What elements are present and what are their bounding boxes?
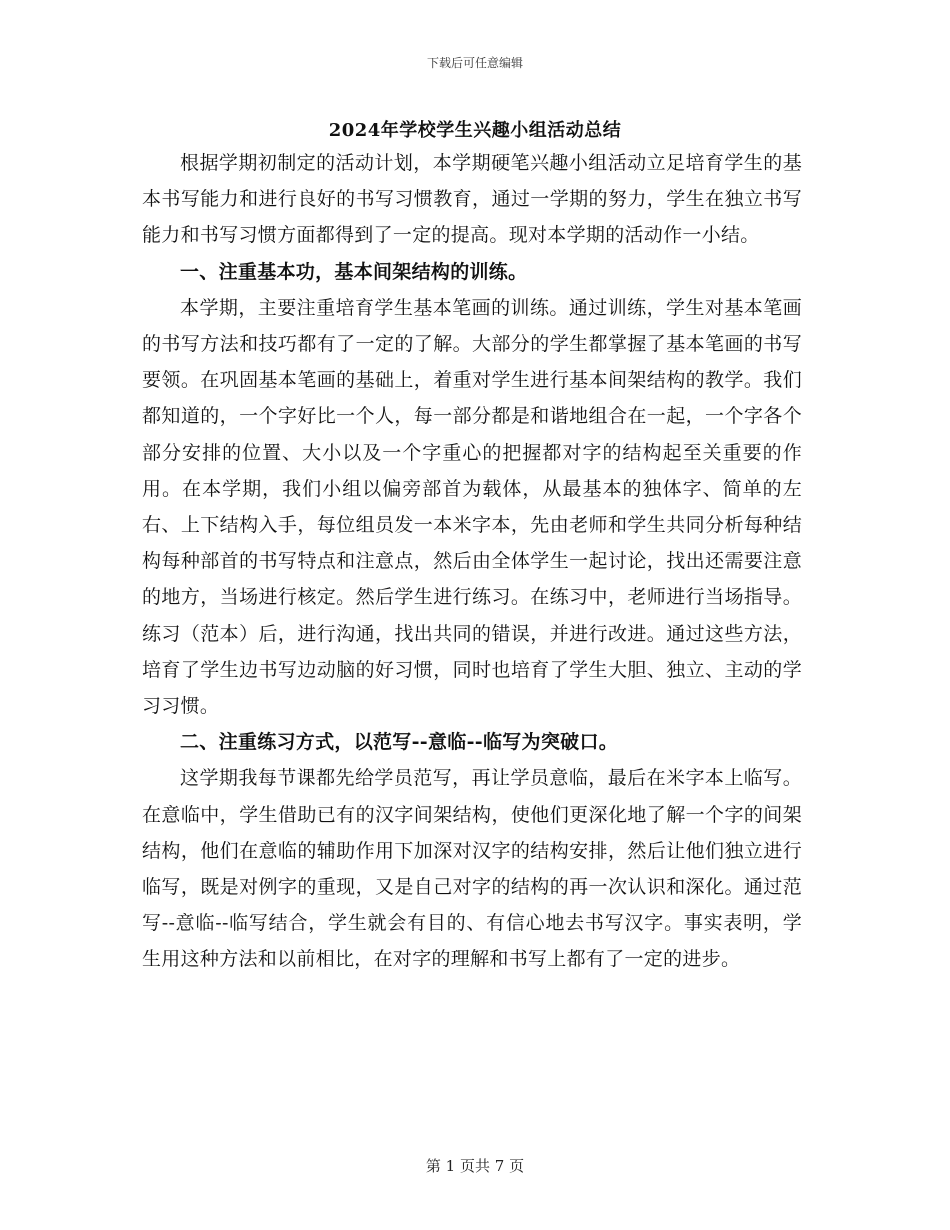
intro-paragraph: 根据学期初制定的活动计划，本学期硬笔兴趣小组活动立足培育学生的基本书写能力和进行良好的书写习惯教育，通过一学期的努力，学生在独立书写能力和书写习惯方面都得到了一定的提高。现对本学期的活动作一小结。 <box>142 152 802 247</box>
page-header-note: 下载后可任意编辑 <box>426 56 523 70</box>
section-paragraph-1: 本学期，主要注重培育学生基本笔画的训练。通过训练，学生对基本笔画的书写方法和技巧都有了一定的了解。大部分的学生都掌握了基本笔画的书写要领。在巩固基本笔画的基础上，着重对学生进行基本间架结构的教学。我们都知道的，一个字好比一个人，每一部分都是和谐地组合在一起，一个字各个部分安排的位置、大小以及一个字重心的把握都对字的结构起至关重要的作用。在本学期，我们小组以偏旁部首为载体，从最基本的独体字、简单的左右、上下结构入手，每位组员发一本米字本，先由老师和学生共同分析每种结构每种部首的书写特点和注意点，然后由全体学生一起讨论，找出还需要注意的地方，当场进行核定。然后学生进行练习。在练习中，老师进行当场指导。练习（范本）后，进行沟通，找出共同的错误，并进行改进。通过这些方法，培育了学生边书写边动脑的好习惯，同时也培育了学生大胆、独立、主动的学习习惯。 <box>142 296 802 718</box>
section-paragraph-2: 这学期我每节课都先给学员范写，再让学员意临，最后在米字本上临写。在意临中，学生借助已有的汉字间架结构，使他们更深化地了解一个字的间架结构，他们在意临的辅助作用下加深对汉字的结构安排，然后让他们独立进行临写，既是对例字的重现，又是自己对字的结构的再一次认识和深化。通过范写--意临--临写结合，学生就会有目的、有信心地去书写汉字。事实表明，学生用这种方法和以前相比，在对字的理解和书写上都有了一定的进步。 <box>142 767 802 971</box>
document-body <box>142 145 802 978</box>
document-title: 2024年学校学生兴趣小组活动总结 <box>328 120 622 141</box>
section-heading-1: 一、注重基本功，基本间架结构的训练。 <box>180 260 528 283</box>
page-number-footer: 第 1 页共 7 页 <box>425 1157 525 1175</box>
section-heading-2: 二、注重练习方式，以范写--意临--临写为突破口。 <box>180 731 619 754</box>
